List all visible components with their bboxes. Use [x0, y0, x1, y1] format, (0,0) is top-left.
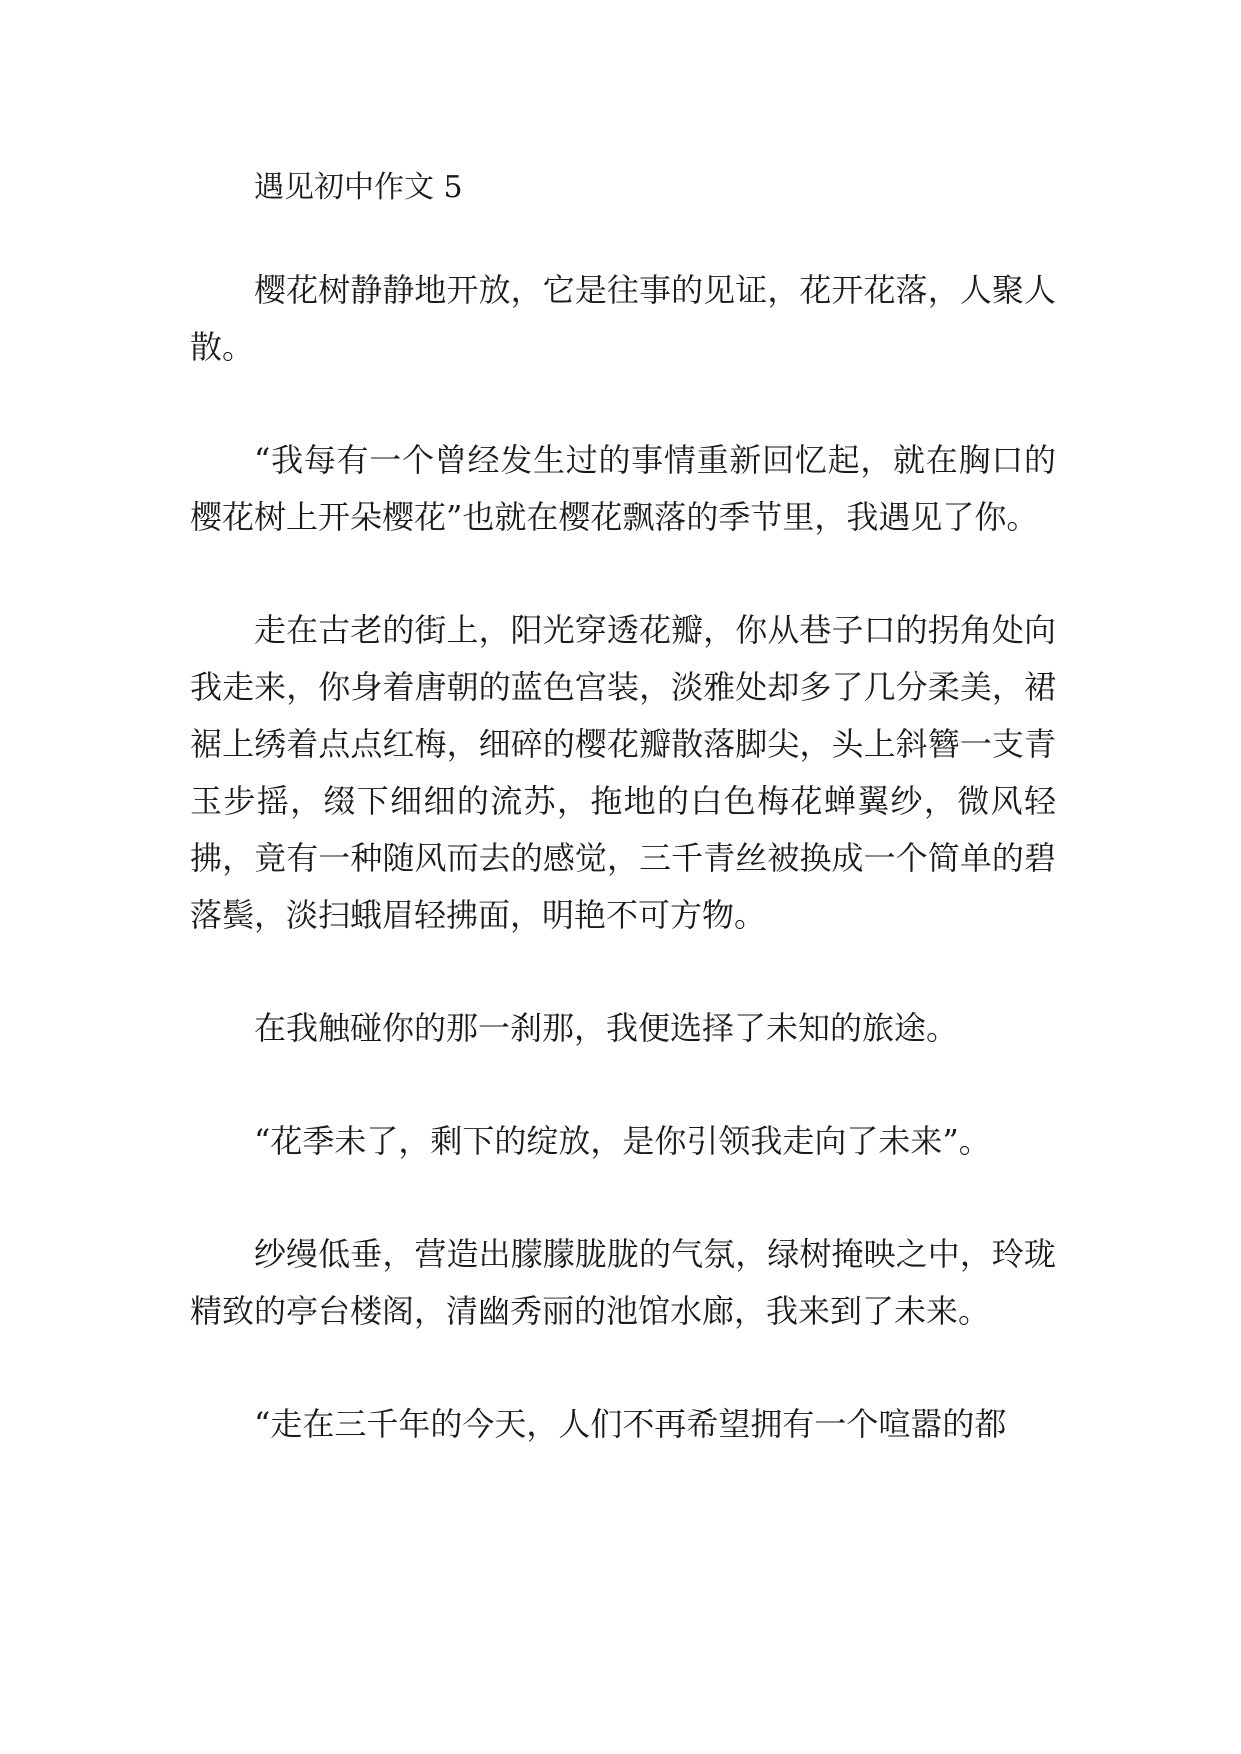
paragraph-6: 纱缦低垂，营造出朦朦胧胧的气氛，绿树掩映之中，玲珑精致的亭台楼阁，清幽秀丽的池馆水廊，我来到了未来。: [190, 1235, 1056, 1330]
paragraph-3: 走在古老的街上，阳光穿透花瓣，你从巷子口的拐角处向我走来，你身着唐朝的蓝色宫装，淡雅处却多了几分柔美，裙裾上绣着点点红梅，细碎的樱花瓣散落脚尖，头上斜簪一支青玉步摇，缀下细细的流苏，拖地的白色梅花蝉翼纱，微风轻拂，竟有一种随风而去的感觉，三千青丝被换成一个简单的碧落鬓，淡扫蛾眉轻拂面，明艳不可方物。: [190, 611, 1056, 934]
paragraph-4: 在我触碰你的那一刹那，我便选择了未知的旅途。: [254, 1009, 959, 1047]
paragraph-7: “走在三千年的今天，人们不再希望拥有一个喧嚣的都: [254, 1405, 1007, 1443]
paragraph-5: “花季未了，剩下的绽放，是你引领我走向了未来”。: [254, 1122, 991, 1160]
document-title: 遇见初中作文 5: [254, 170, 463, 205]
document-page: [190, 160, 1056, 1453]
paragraph-2: “我每有一个曾经发生过的事情重新回忆起，就在胸口的樱花树上开朵樱花”也就在樱花飘落的季节里，我遇见了你。: [190, 441, 1056, 536]
paragraph-1: 樱花树静静地开放，它是往事的见证，花开花落，人聚人散。: [190, 271, 1056, 366]
